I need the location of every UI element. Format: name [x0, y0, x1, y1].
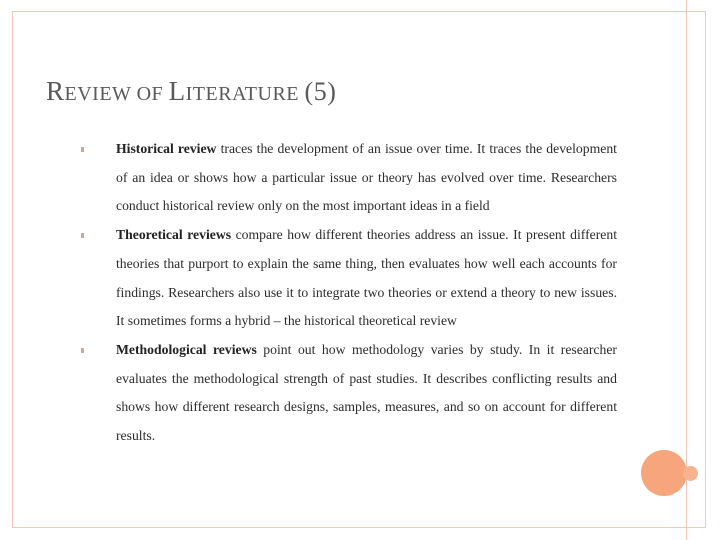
- decorative-circle-large: [641, 450, 687, 496]
- bullet-marker: [81, 233, 84, 238]
- bullet-description: traces the development of an issue over time. It traces the development of an idea or shows how a particular issue or theory has evolved over time. Researchers conduct historical review only on the most important ideas in a field: [116, 141, 617, 214]
- slide-title: [46, 76, 336, 107]
- bullet-historical-review: [81, 135, 617, 221]
- bullet-methodological-reviews: [81, 336, 617, 451]
- bullet-term: Theoretical reviews: [116, 227, 232, 243]
- title-part-iterature: ITERATURE: [185, 83, 305, 105]
- bullet-text: [116, 336, 617, 451]
- decorative-side-line: [686, 0, 687, 540]
- title-part-eview: EVIEW OF: [64, 83, 169, 105]
- bullet-marker: [81, 348, 84, 353]
- title-initial-r: R: [46, 76, 65, 106]
- bullet-term: Historical review: [116, 141, 217, 156]
- bullet-text: [116, 135, 617, 221]
- bullet-text: [116, 221, 617, 336]
- bullet-list: [81, 135, 617, 451]
- bullet-term: Methodological reviews: [116, 341, 257, 357]
- bullet-description: compare how different theories address an issue. It present different theories that purport to explain the same thing, then evaluates how well each accounts for findings. Researchers also use it to integrate two theories or extend a theory to new issues. It sometimes forms a hybrid – the historical theoretical review: [116, 227, 617, 329]
- bullet-theoretical-reviews: [81, 221, 617, 336]
- title-initial-l: L: [168, 76, 186, 106]
- bullet-description: point out how methodology varies by study. In it researcher evaluates the methodological strength of past studies. It describes conflicting results and shows how different research designs, samples, measures, and so on account for different results.: [116, 341, 617, 444]
- decorative-circle-small: [683, 466, 698, 481]
- bullet-marker: [81, 147, 84, 152]
- title-number: (5): [304, 77, 337, 106]
